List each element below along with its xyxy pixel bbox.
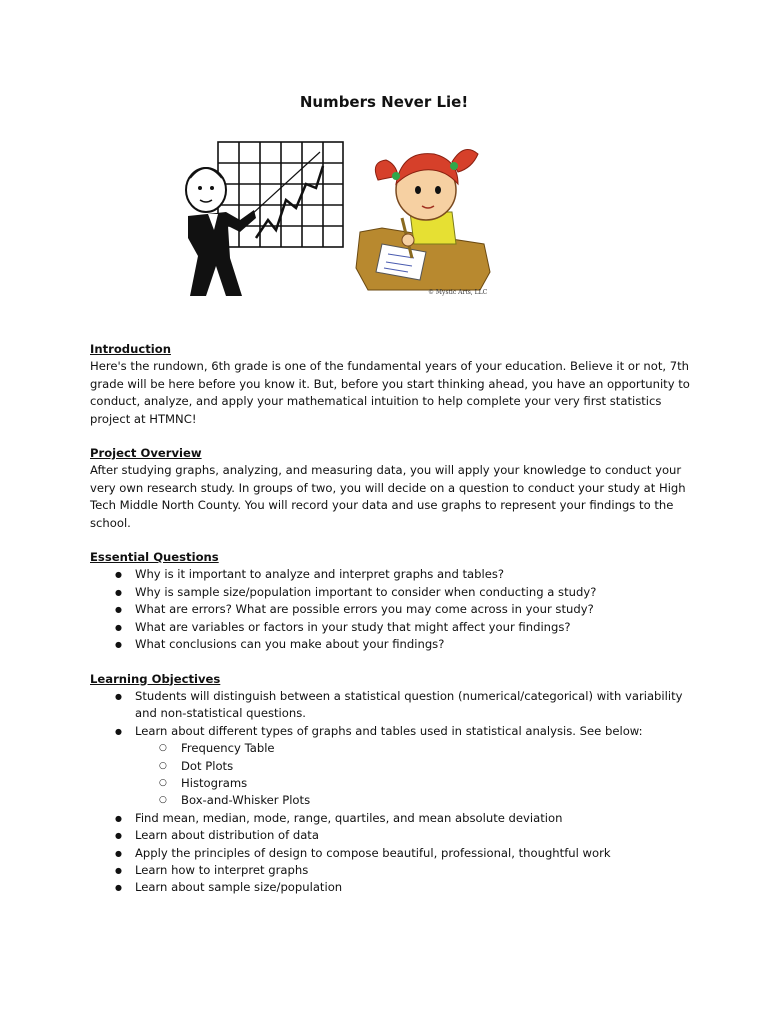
list-item: ● Learn about sample size/population bbox=[90, 879, 690, 896]
list-item: ● Students will distinguish between a statistical question (numerical/categorical) with variability and non-statistical questions. bbox=[90, 688, 690, 723]
list-item: ● Apply the principles of design to compose beautiful, professional, thoughtful work bbox=[90, 845, 690, 862]
list-item: ● Learn about different types of graphs and tables used in statistical analysis. See below: bbox=[90, 723, 690, 740]
introduction-section bbox=[90, 341, 690, 428]
sub-list-item: ○ Frequency Table bbox=[90, 740, 690, 757]
list-item: ● What conclusions can you make about your findings? bbox=[90, 636, 690, 653]
list-item: ● What are errors? What are possible errors you may come across in your study? bbox=[90, 601, 690, 618]
essential-questions-section bbox=[90, 549, 690, 653]
learning-objectives-list bbox=[90, 688, 690, 740]
sub-list-item: ○ Histograms bbox=[90, 775, 690, 792]
sub-list-item: ○ Box-and-Whisker Plots bbox=[90, 792, 690, 809]
list-item: ● Why is sample size/population important to consider when conducting a study? bbox=[90, 584, 690, 601]
list-item: ● Learn how to interpret graphs bbox=[90, 862, 690, 879]
sub-list-item: ○ Dot Plots bbox=[90, 758, 690, 775]
girl-writing-clipart bbox=[352, 140, 494, 300]
list-item: ● What are variables or factors in your study that might affect your findings? bbox=[90, 619, 690, 636]
project-overview-heading: Project Overview bbox=[90, 446, 202, 461]
learning-objectives-list-continued bbox=[90, 810, 690, 897]
list-item: ● Find mean, median, mode, range, quartiles, and mean absolute deviation bbox=[90, 810, 690, 827]
introduction-heading: Introduction bbox=[90, 342, 171, 356]
list-item: ● Why is it important to analyze and interpret graphs and tables? bbox=[90, 566, 690, 583]
essential-questions-list bbox=[90, 566, 690, 653]
document-body bbox=[90, 341, 690, 914]
graph-types-sublist bbox=[90, 740, 690, 810]
project-overview-section bbox=[90, 445, 690, 532]
essential-questions-heading: Essential Questions bbox=[90, 550, 219, 565]
presenter-graph-clipart bbox=[178, 138, 348, 300]
learning-objectives-heading: Learning Objectives bbox=[90, 671, 221, 686]
learning-objectives-section bbox=[90, 671, 690, 897]
document-title: Numbers Never Lie! bbox=[299, 93, 469, 111]
copyright-text: © Mystic Arts, LLC bbox=[428, 289, 488, 296]
list-item: ● Learn about distribution of data bbox=[90, 827, 690, 844]
introduction-text: Here's the rundown, 6th grade is one of the fundamental years of your education. Believe it or not, 7th grade will be here before you know it. But, before you start thinking ahead, you have an opportunity to conduct, analyze, and apply your mathematical intuition to help complete your very first statistics project at HTMNC! bbox=[90, 359, 690, 426]
project-overview-text: After studying graphs, analyzing, and measuring data, you will apply your knowledge to conduct your very own research study. In groups of two, you will decide on a question to conduct your study at High Tech Middle North County. You will record your data and use graphs to represent your findings to the school. bbox=[90, 463, 686, 530]
